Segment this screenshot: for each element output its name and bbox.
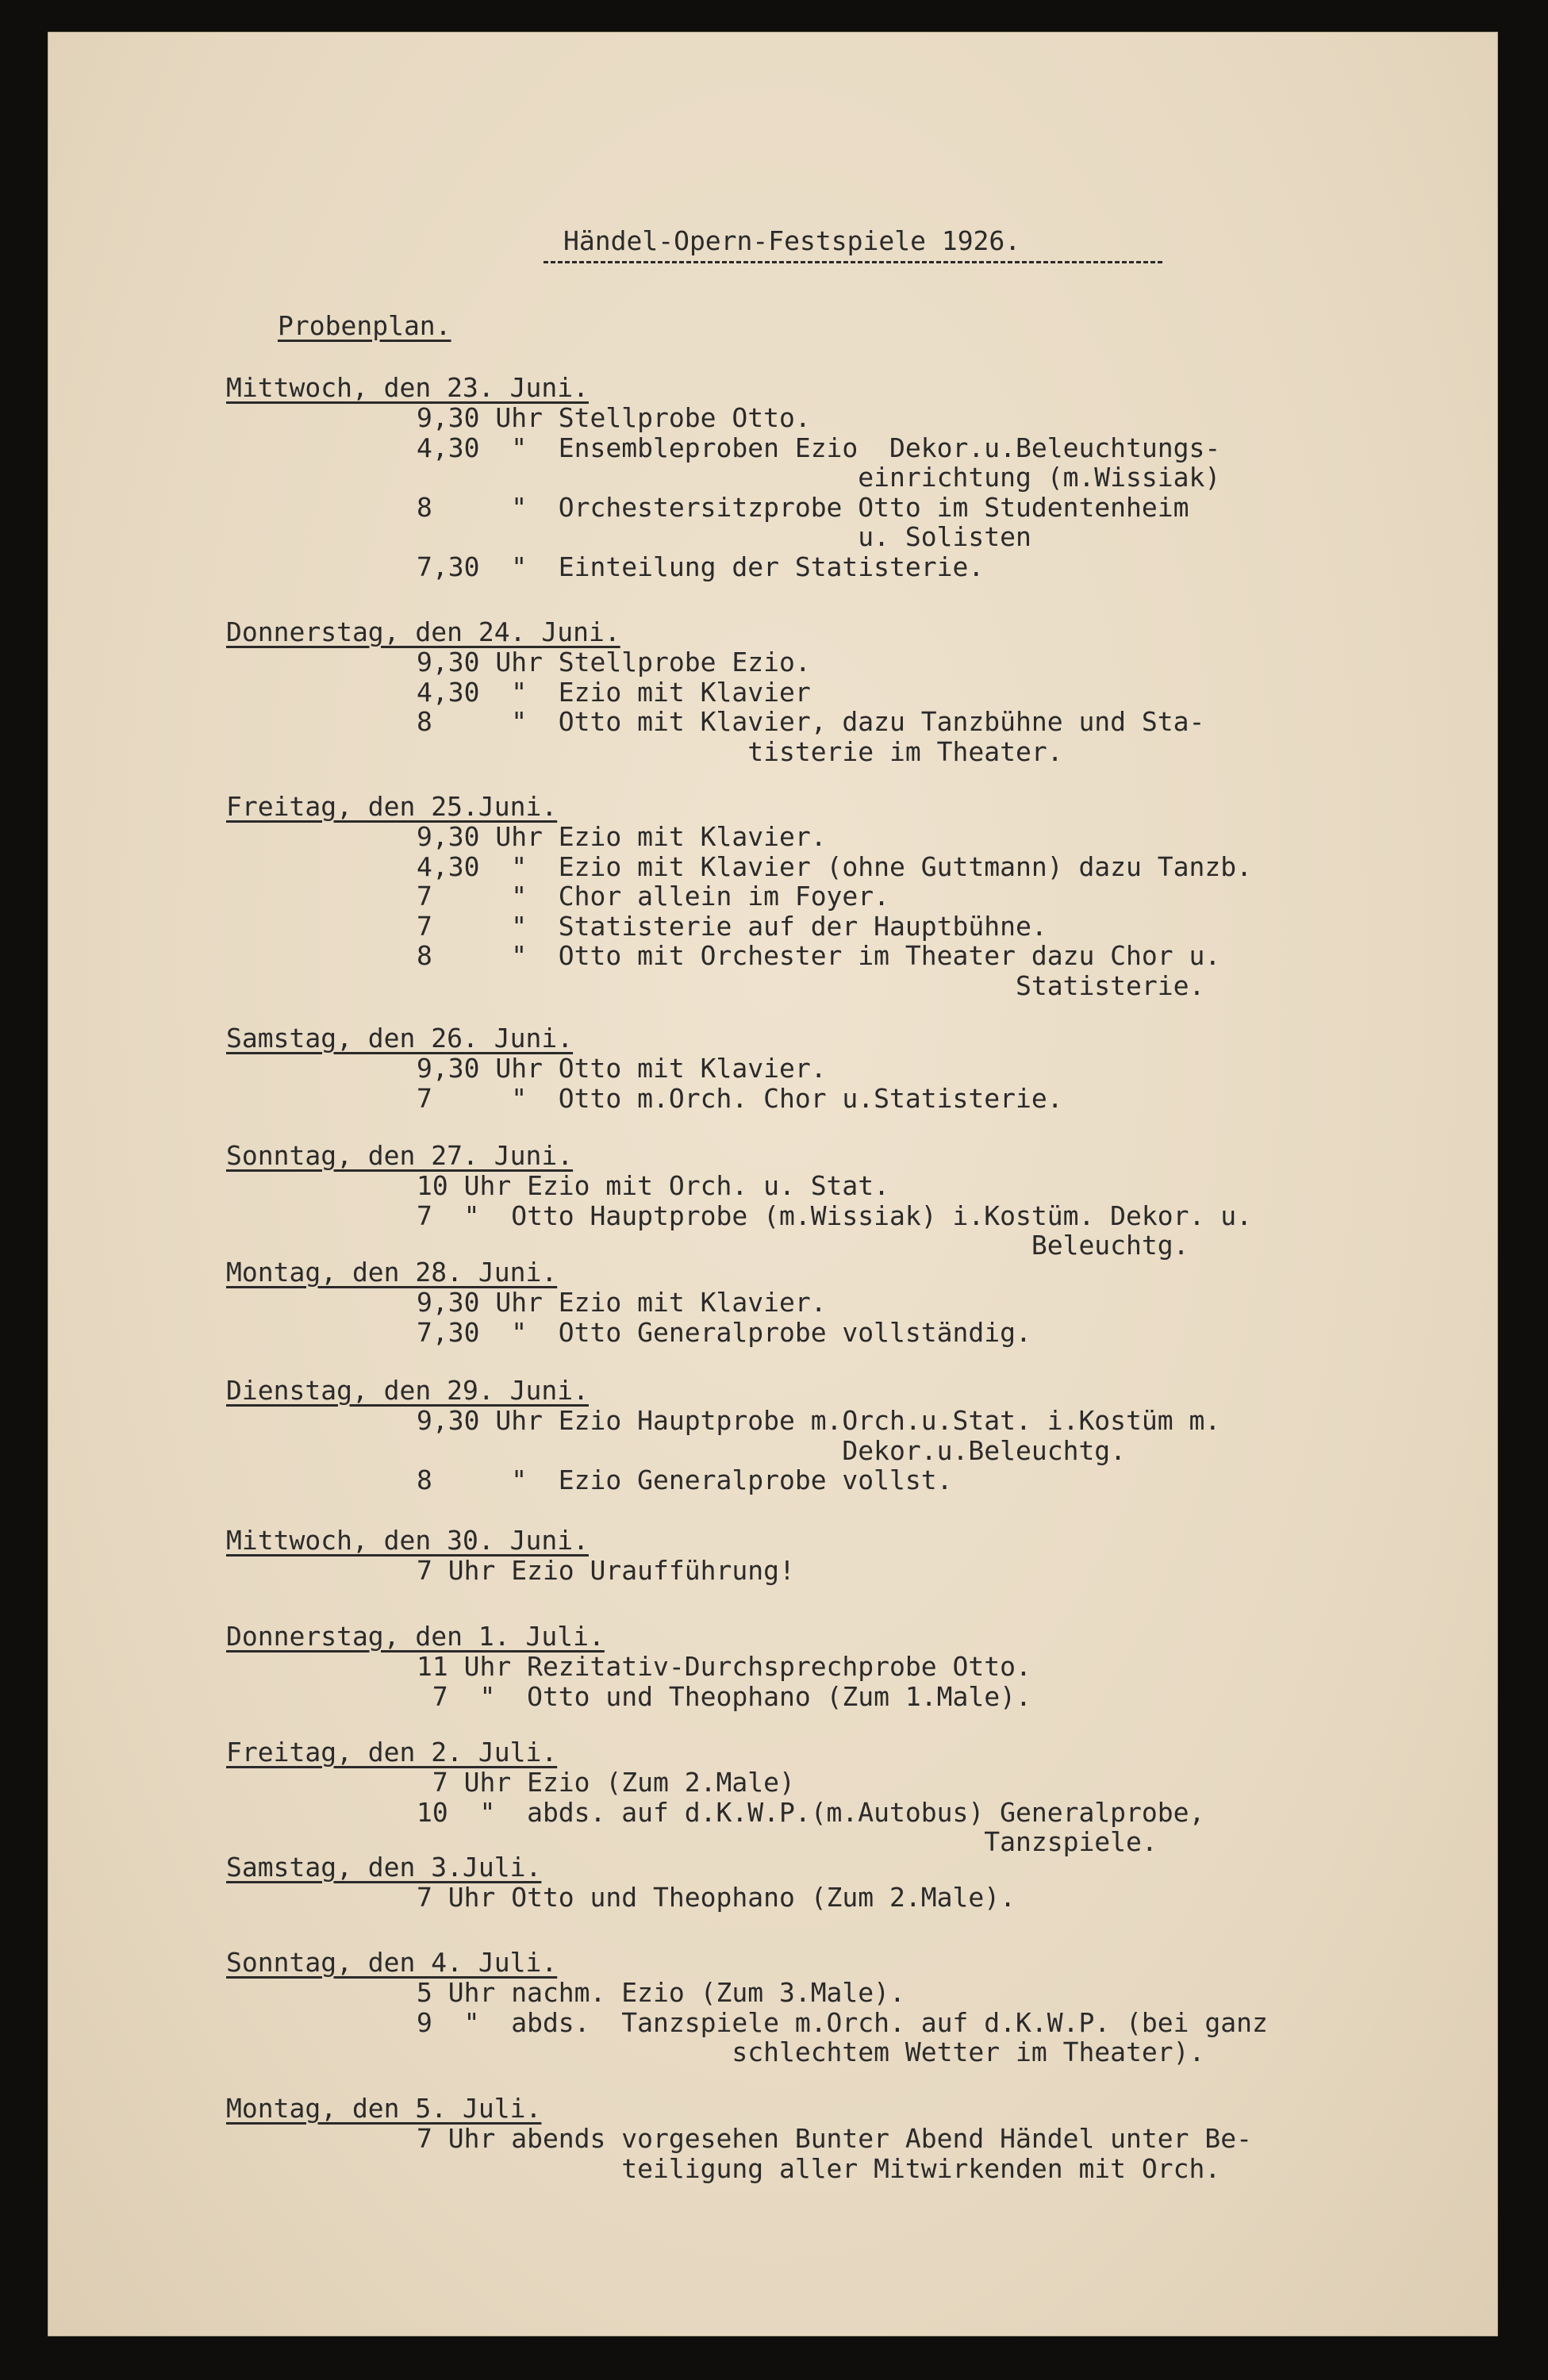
schedule-line: tisterie im Theater. (417, 735, 1063, 767)
schedule-line: 9,30 Uhr Ezio mit Klavier. (417, 821, 827, 852)
day-heading: Mittwoch, den 23. Juni. (226, 372, 589, 403)
schedule-line: 11 Uhr Rezitativ-Durchsprechprobe Otto. (417, 1651, 1031, 1682)
title-underline (544, 261, 1162, 263)
schedule-line: 7 Uhr Ezio Uraufführung! (417, 1555, 795, 1586)
day-heading: Samstag, den 3.Juli. (226, 1852, 542, 1883)
schedule-line: 9,30 Uhr Ezio Hauptprobe m.Orch.u.Stat. i.Kostüm m. (417, 1405, 1221, 1436)
schedule-line: einrichtung (m.Wissiak) (417, 462, 1221, 493)
schedule-line: 7 " Chor allein im Foyer. (417, 881, 890, 912)
schedule-line: 9 " abds. Tanzspiele m.Orch. auf d.K.W.P. (bei ganz (417, 2006, 1268, 2038)
day-heading: Freitag, den 2. Juli. (226, 1737, 558, 1768)
schedule-line: 9,30 Uhr Otto mit Klavier. (417, 1053, 827, 1084)
schedule-line: 4,30 " Ensembleproben Ezio Dekor.u.Beleuchtungs- (417, 432, 1221, 463)
schedule-line: u. Solisten (417, 521, 1031, 552)
schedule-line: 7,30 " Einteilung der Statisterie. (417, 551, 985, 582)
schedule-line: 7 Uhr Otto und Theophano (Zum 2.Male). (417, 1882, 1016, 1913)
document-title: Händel-Opern-Festspiele 1926. (563, 225, 1021, 256)
schedule-line: 10 Uhr Ezio mit Orch. u. Stat. (417, 1170, 890, 1201)
day-heading: Montag, den 5. Juli. (226, 2093, 542, 2124)
day-heading: Sonntag, den 4. Juli. (226, 1947, 558, 1978)
schedule-line: 8 " Orchestersitzprobe Otto im Studentenheim (417, 491, 1189, 523)
schedule-line: 7 Uhr abends vorgesehen Bunter Abend Händel unter Be- (417, 2123, 1252, 2154)
schedule-line: 7 " Otto Hauptprobe (m.Wissiak) i.Kostüm. Dekor. u. (417, 1200, 1252, 1231)
typed-document-page (48, 32, 1498, 2336)
schedule-line: 8 " Ezio Generalprobe vollst. (417, 1464, 953, 1495)
schedule-line: 8 " Otto mit Orchester im Theater dazu Chor u. (417, 940, 1221, 971)
schedule-line: teiligung aller Mitwirkenden mit Orch. (417, 2152, 1221, 2184)
schedule-line: 7 " Statisterie auf der Hauptbühne. (417, 910, 1047, 942)
schedule-line: 4,30 " Ezio mit Klavier (417, 676, 811, 708)
schedule-line: 7 " Otto und Theophano (Zum 1.Male). (417, 1680, 1031, 1712)
schedule-line: 4,30 " Ezio mit Klavier (ohne Guttmann) dazu Tanzb. (417, 850, 1252, 882)
schedule-line: 10 " abds. auf d.K.W.P.(m.Autobus) Generalprobe, (417, 1796, 1205, 1828)
schedule-line: 9,30 Uhr Stellprobe Ezio. (417, 647, 811, 678)
day-heading: Samstag, den 26. Juni. (226, 1023, 574, 1054)
schedule-line: 7,30 " Otto Generalprobe vollständig. (417, 1316, 1031, 1348)
schedule-line: 7 Uhr Ezio (Zum 2.Male) (417, 1767, 795, 1798)
day-heading: Donnerstag, den 24. Juni. (226, 616, 620, 647)
document-subtitle: Probenplan. (278, 310, 451, 341)
day-heading: Freitag, den 25.Juni. (226, 791, 558, 822)
schedule-line: schlechtem Wetter im Theater). (417, 2036, 1205, 2067)
schedule-line: 7 " Otto m.Orch. Chor u.Statisterie. (417, 1082, 1063, 1114)
day-heading: Mittwoch, den 30. Juni. (226, 1525, 589, 1556)
schedule-line: Dekor.u.Beleuchtg. (417, 1434, 1127, 1466)
schedule-line: Statisterie. (417, 969, 1205, 1001)
schedule-line: Beleuchtg. (417, 1230, 1189, 1261)
schedule-line: 9,30 Uhr Stellprobe Otto. (417, 402, 811, 433)
schedule-line: 8 " Otto mit Klavier, dazu Tanzbühne und Sta- (417, 706, 1205, 737)
schedule-line: 9,30 Uhr Ezio mit Klavier. (417, 1287, 827, 1318)
day-heading: Donnerstag, den 1. Juli. (226, 1621, 605, 1652)
day-heading: Dienstag, den 29. Juni. (226, 1375, 589, 1406)
schedule-line: 5 Uhr nachm. Ezio (Zum 3.Male). (417, 1977, 905, 2008)
day-heading: Montag, den 28. Juni. (226, 1257, 558, 1288)
day-heading: Sonntag, den 27. Juni. (226, 1140, 574, 1171)
schedule-line: Tanzspiele. (417, 1826, 1158, 1857)
